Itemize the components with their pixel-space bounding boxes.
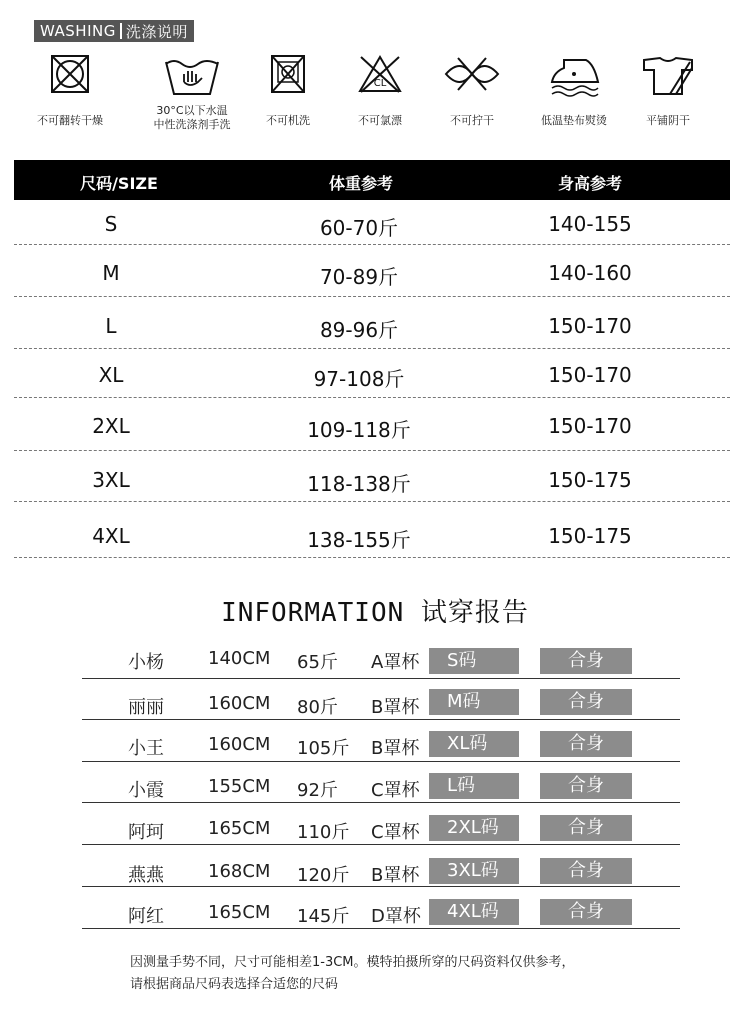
model-name: 小王	[128, 738, 164, 759]
model-weight: 105斤	[297, 738, 350, 759]
fit-badge: 合身	[540, 689, 632, 715]
washing-title	[34, 20, 194, 42]
flat-dry-shade-icon	[640, 54, 696, 98]
size-row	[14, 398, 730, 451]
fit-badge: 合身	[540, 648, 632, 674]
fitting-row	[82, 679, 680, 720]
care-item-hand-wash	[142, 54, 242, 132]
model-name: 丽丽	[128, 697, 164, 718]
care-label: 不可氯漂	[358, 114, 402, 127]
fitting-row	[82, 846, 680, 887]
size-badge: L码	[429, 773, 519, 799]
no-bleach-icon	[357, 54, 403, 94]
care-item-flat-dry-shade	[618, 54, 718, 128]
height-cell: 140-155	[548, 212, 632, 236]
fit-badge: 合身	[540, 731, 632, 757]
size-cell: M	[102, 261, 120, 285]
fitting-row	[82, 804, 680, 845]
care-item-no-machine-wash	[238, 54, 338, 128]
weight-cell: 97-108斤	[313, 367, 405, 391]
weight-cell: 89-96斤	[319, 318, 399, 342]
model-cup: D罩杯	[371, 906, 421, 927]
size-cell: 2XL	[92, 414, 130, 438]
care-label-line2: 中性洗涤剂手洗	[153, 118, 231, 131]
model-cup: C罩杯	[371, 822, 420, 843]
size-row	[14, 451, 730, 502]
no-tumble-dry-icon	[50, 54, 90, 94]
care-item-low-iron	[524, 54, 624, 128]
size-row	[14, 502, 730, 558]
model-height: 165CM	[208, 818, 271, 839]
fitting-row	[82, 888, 680, 929]
model-height: 140CM	[208, 648, 271, 669]
care-label: 低温垫布熨烫	[541, 114, 607, 127]
height-cell: 140-160	[548, 261, 632, 285]
model-weight: 65斤	[297, 652, 338, 673]
height-cell: 150-170	[548, 314, 632, 338]
fit-badge: 合身	[540, 858, 632, 884]
model-name: 小霞	[128, 780, 164, 801]
fit-badge: 合身	[540, 773, 632, 799]
model-name: 燕燕	[128, 865, 164, 886]
fitting-row	[82, 762, 680, 803]
care-item-no-tumble-dry	[20, 54, 120, 128]
weight-cell: 109-118斤	[307, 418, 411, 442]
size-disclaimer	[130, 952, 690, 996]
model-weight: 92斤	[297, 780, 338, 801]
washing-title-en: WASHING	[40, 22, 116, 40]
care-item-no-bleach	[330, 54, 430, 128]
model-weight: 145斤	[297, 906, 350, 927]
size-badge: S码	[429, 648, 519, 674]
size-cell: 4XL	[92, 524, 130, 548]
disclaimer-line2: 请根据商品尺码表选择合适您的尺码	[130, 977, 339, 992]
model-height: 160CM	[208, 693, 271, 714]
model-cup: B罩杯	[371, 697, 420, 718]
size-badge: 4XL码	[429, 899, 519, 925]
care-icons-row	[0, 54, 750, 144]
model-weight: 110斤	[297, 822, 350, 843]
size-row	[14, 297, 730, 349]
care-label-line1: 30°C以下水温	[156, 104, 228, 117]
weight-cell: 118-138斤	[307, 472, 411, 496]
height-cell: 150-175	[548, 468, 632, 492]
svg-text:CL: CL	[373, 78, 387, 89]
model-cup: B罩杯	[371, 865, 420, 886]
no-wring-icon	[442, 54, 502, 94]
model-name: 阿红	[128, 906, 164, 927]
model-height: 160CM	[208, 734, 271, 755]
low-iron-icon	[546, 54, 602, 98]
height-cell: 150-170	[548, 363, 632, 387]
no-machine-wash-icon	[268, 54, 308, 94]
weight-cell: 138-155斤	[307, 528, 411, 552]
size-badge: XL码	[429, 731, 519, 757]
size-badge: M码	[429, 689, 519, 715]
weight-cell: 60-70斤	[319, 216, 399, 240]
hand-wash-icon	[160, 54, 224, 98]
information-title: INFORMATION 试穿报告	[221, 598, 529, 628]
care-label: 不可拧干	[450, 114, 494, 127]
care-label: 平铺阴干	[646, 114, 690, 127]
height-cell: 150-175	[548, 524, 632, 548]
model-weight: 80斤	[297, 697, 338, 718]
fit-badge: 合身	[540, 815, 632, 841]
header-size: 尺码/SIZE	[80, 174, 158, 193]
washing-title-cn: 洗涤说明	[125, 22, 188, 41]
title-divider	[120, 23, 122, 39]
size-cell: 3XL	[92, 468, 130, 492]
header-weight: 体重参考	[328, 174, 394, 193]
care-label: 不可机洗	[266, 114, 310, 127]
size-table-header	[14, 160, 730, 200]
fitting-row	[82, 638, 680, 679]
care-label: 不可翻转干燥	[37, 114, 103, 127]
size-cell: S	[104, 212, 118, 236]
care-item-no-wring	[422, 54, 522, 128]
size-cell: XL	[98, 363, 124, 387]
fit-badge: 合身	[540, 899, 632, 925]
model-name: 小杨	[128, 652, 164, 673]
model-cup: A罩杯	[371, 652, 420, 673]
size-badge: 3XL码	[429, 858, 519, 884]
model-cup: C罩杯	[371, 780, 420, 801]
size-row	[14, 200, 730, 245]
weight-cell: 70-89斤	[319, 265, 399, 289]
model-height: 165CM	[208, 902, 271, 923]
disclaimer-line1: 因测量手势不同，尺寸可能相差1-3CM。模特拍摄所穿的尺码资料仅供参考，	[130, 955, 575, 970]
model-height: 155CM	[208, 776, 271, 797]
model-cup: B罩杯	[371, 738, 420, 759]
height-cell: 150-170	[548, 414, 632, 438]
size-badge: 2XL码	[429, 815, 519, 841]
size-row	[14, 349, 730, 398]
model-weight: 120斤	[297, 865, 350, 886]
header-height: 身高参考	[557, 174, 623, 193]
size-cell: L	[105, 314, 117, 338]
model-name: 阿珂	[128, 822, 164, 843]
model-height: 168CM	[208, 861, 271, 882]
fitting-row	[82, 721, 680, 762]
size-row	[14, 245, 730, 297]
